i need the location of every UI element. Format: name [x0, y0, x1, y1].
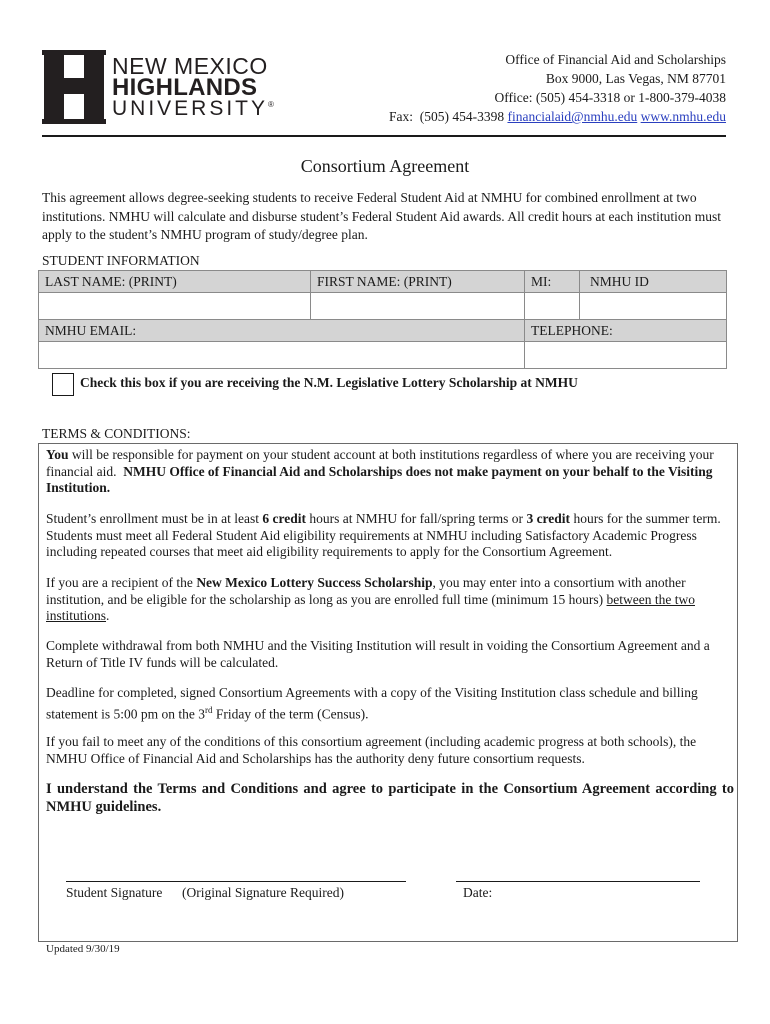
enrollment-text-a: Student’s enrollment must be in at least: [46, 511, 263, 526]
first-name-field[interactable]: [311, 293, 525, 320]
deadline-ordinal: rd: [204, 704, 213, 715]
student-signature-line[interactable]: [66, 881, 406, 882]
terms-heading: TERMS & CONDITIONS:: [42, 426, 191, 441]
university-logo-mark: [42, 50, 106, 124]
mi-label: MI:: [525, 271, 580, 293]
header-rule: [42, 135, 726, 137]
logo-line-1: NEW MEXICO: [112, 53, 268, 79]
lottery-text-end: .: [106, 608, 110, 623]
terms-paragraph-payment: [46, 447, 734, 497]
enrollment-text-c: hours for the summer term. Students must meet all Federal Student Aid eligibility requirements at NMHU including Satisfactory Academic Progress including repeated courses that meet aid eligibility requirements to apply for the Consortium Agreement.: [46, 511, 721, 559]
h-logo-icon: [42, 50, 106, 124]
you-text: You: [46, 447, 69, 462]
three-credit: 3 credit: [526, 511, 571, 526]
terms-paragraph-lottery: [46, 575, 734, 625]
logo-university-text: UNIVERSITY: [112, 97, 269, 120]
lottery-scholarship-label: Check this box if you are receiving the N.M. Legislative Lottery Scholarship at NMHU: [80, 375, 578, 390]
telephone-field[interactable]: [525, 342, 727, 369]
date-line[interactable]: [456, 881, 700, 882]
intro-paragraph: This agreement allows degree-seeking students to receive Federal Student Aid at NMHU for combined enrollment at two institutions. NMHU will calculate and disburse student’s Federal Student Aid awards. All credit hours at each institution must apply to the student’s NMHU program of study/degree plan.: [42, 190, 722, 242]
logo-line-3: [112, 97, 274, 121]
terms-paragraph-enrollment: [46, 511, 734, 561]
fax-number: Fax: (505) 454-3398: [388, 109, 508, 124]
payment-notice: NMHU Office of Financial Aid and Scholarships does not make payment on your behalf to the Visiting Institution.: [46, 463, 713, 495]
lottery-scholarship-name: New Mexico Lottery Success Scholarship: [196, 575, 433, 590]
logo-line-2: HIGHLANDS: [112, 74, 258, 101]
student-signature-label: Student Signature: [66, 885, 163, 900]
between-institutions: between the two institutions: [46, 591, 695, 623]
nmhu-id-field[interactable]: [580, 293, 727, 320]
student-info-table: [38, 270, 727, 369]
terms-paragraph-conditions: If you fail to meet any of the conditions of this consortium agreement (including academic progress at both schools), the NMHU Office of Financial Aid and Scholarships has the authority deny future consortium requests.: [46, 734, 697, 766]
office-address: Box 9000, Las Vegas, NM 87701: [545, 71, 726, 86]
terms-paragraph-withdrawal: Complete withdrawal from both NMHU and the Visiting Institution will result in voiding the Consortium Agreement and a Return of Title IV funds will be calculated.: [46, 638, 710, 670]
email-label: NMHU EMAIL:: [39, 320, 525, 342]
last-name-label: LAST NAME: (PRINT): [39, 271, 311, 293]
website-link[interactable]: www.nmhu.edu: [640, 109, 726, 124]
terms-paragraph-deadline: [46, 685, 734, 723]
first-name-label: FIRST NAME: (PRINT): [311, 271, 525, 293]
email-field[interactable]: [39, 342, 525, 369]
student-info-heading: STUDENT INFORMATION: [42, 253, 200, 268]
office-phone: Office: (505) 454-3318 or 1-800-379-4038: [494, 90, 726, 105]
enrollment-text-b: hours at NMHU for fall/spring terms or: [305, 511, 527, 526]
registered-mark: ®: [268, 100, 274, 109]
page-title: Consortium Agreement: [300, 156, 470, 176]
updated-date: Updated 9/30/19: [46, 943, 120, 955]
nmhu-id-label: NMHU ID: [580, 271, 727, 293]
original-signature-label: (Original Signature Required): [182, 885, 344, 900]
lottery-text-b: , you may enter into a consortium with another institution, and be eligible for the scholarship as long as you are enrolled full time (minimum 15 hours): [46, 575, 686, 607]
mi-field[interactable]: [525, 293, 580, 320]
date-label: Date:: [463, 885, 493, 900]
contact-block: [389, 50, 726, 126]
office-name: Office of Financial Aid and Scholarships: [505, 52, 726, 67]
email-link[interactable]: financialaid@nmhu.edu: [507, 109, 638, 124]
deadline-text-b: Friday of the term (Census).: [212, 706, 369, 721]
payment-text: will be responsible for payment on your student account at both institutions regardless of where you are receiving your financial aid.: [46, 447, 718, 479]
last-name-field[interactable]: [39, 293, 311, 320]
lottery-scholarship-checkbox[interactable]: [52, 373, 74, 396]
deadline-text-a: Deadline for completed, signed Consortium Agreements with a copy of the Visiting Institution class schedule and billing statement is 5:00 pm on the 3: [46, 685, 698, 721]
six-credit: 6 credit: [262, 511, 306, 526]
lottery-text-a: If you are a recipient of the: [46, 575, 197, 590]
telephone-label: TELEPHONE:: [525, 320, 727, 342]
agreement-statement: I understand the Terms and Conditions and agree to participate in the Consortium Agreement according to NMHU guidelines.: [46, 781, 734, 815]
fax-line: [389, 107, 726, 126]
